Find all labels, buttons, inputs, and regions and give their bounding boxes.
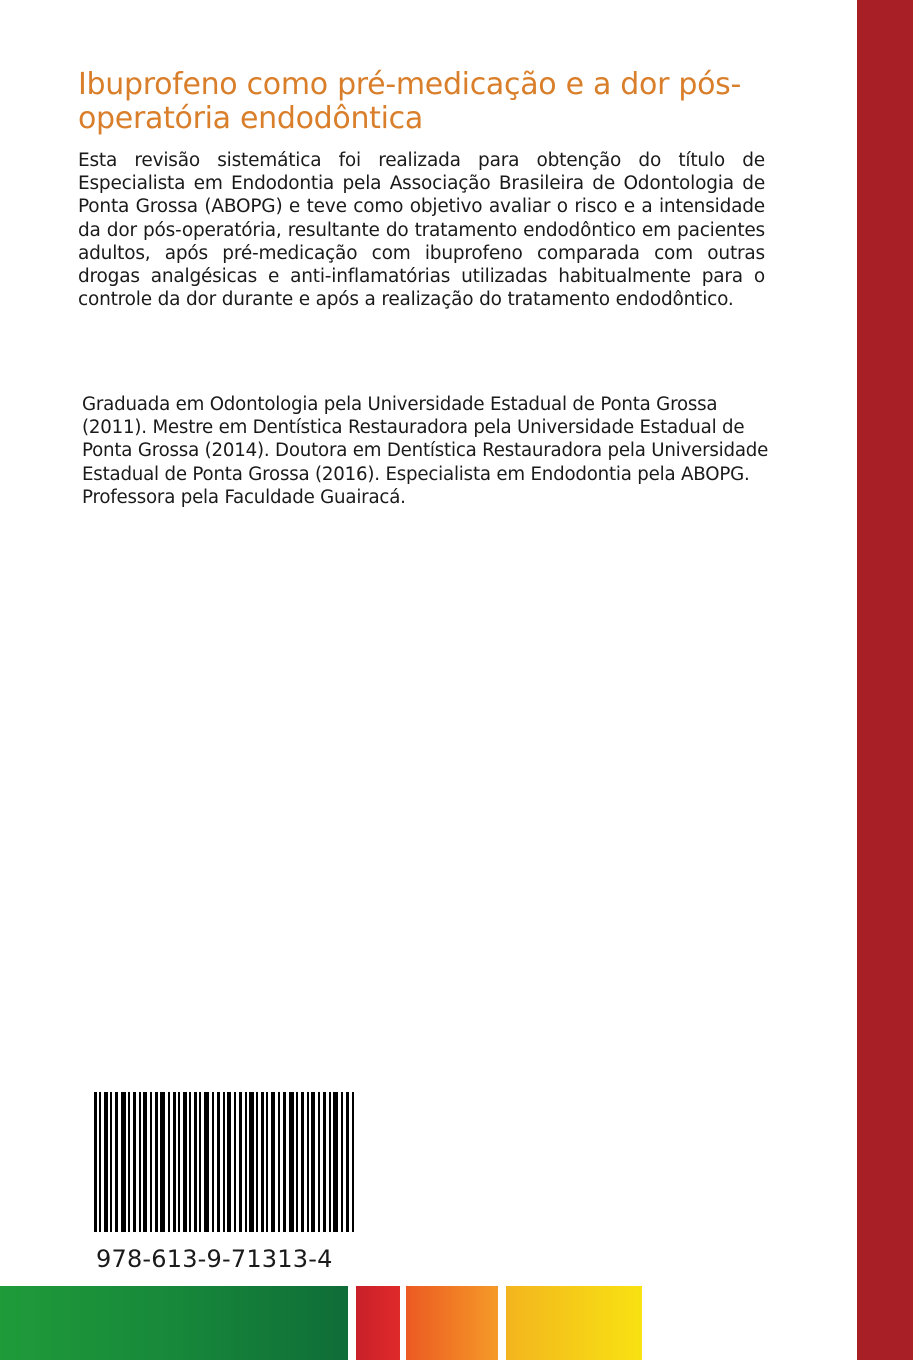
footer-bar-red bbox=[356, 1286, 400, 1360]
book-title: Ibuprofeno como pré-medicação e a dor pós-operatória endodôntica bbox=[78, 67, 742, 136]
right-color-band bbox=[857, 0, 913, 1360]
book-abstract: Esta revisão sistemática foi realizada para obtenção do título de Especialista em Endodontia pela Associação Brasileira de Odontologia de Ponta Grossa (ABOPG) e teve como objetivo avaliar o risco e a intensidade da dor pós-operatória, resultante do tratamento endodôntico em pacientes adultos, após pré-medicação com ibuprofeno comparada com outras drogas analgésicas e anti-inflamatórias utilizadas habitualmente para o controle da dor durante e após a realização do tratamento endodôntico. bbox=[78, 150, 765, 311]
footer-bar-green bbox=[0, 1286, 348, 1360]
author-bio: Graduada em Odontologia pela Universidade Estadual de Ponta Grossa (2011). Mestre em Dentística Restauradora pela Universidade Estadual de Ponta Grossa (2014). Doutora em Dentística Restauradora pela Universidade Estadual de Ponta Grossa (2016). Especialista em Endodontia pela ABOPG. Professora pela Faculdade Guairacá. bbox=[82, 394, 769, 508]
barcode-icon bbox=[94, 1092, 356, 1232]
footer-bar-orange bbox=[406, 1286, 498, 1360]
isbn-number: 978-613-9-71313-4 bbox=[96, 1245, 333, 1273]
footer-bar-yellow bbox=[506, 1286, 642, 1360]
